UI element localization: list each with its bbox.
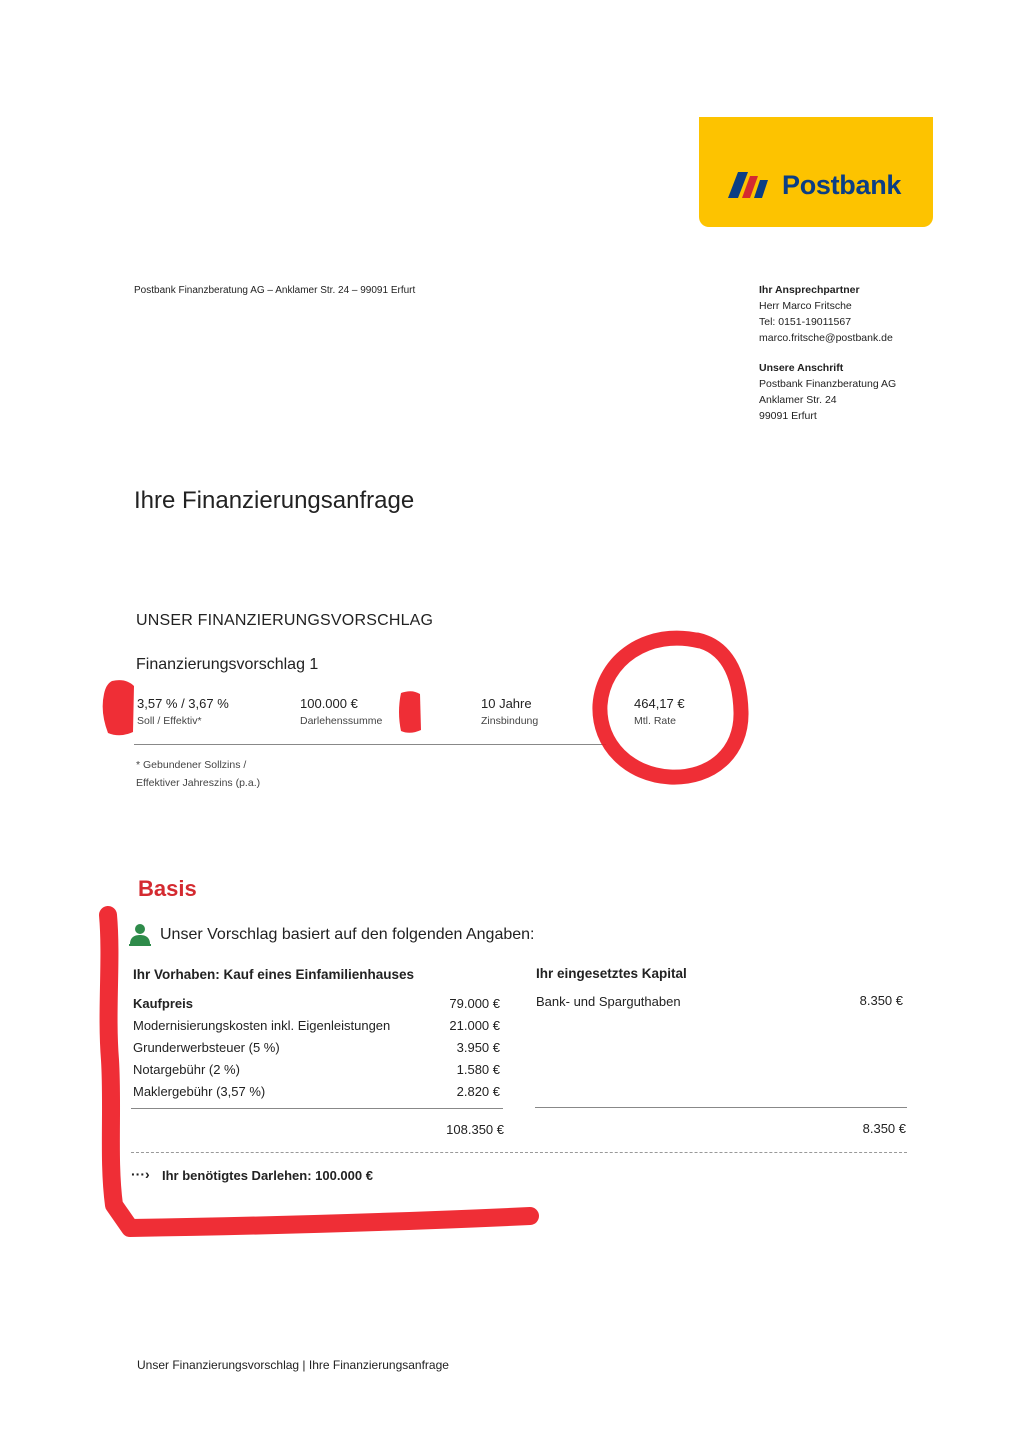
address-line-1: Postbank Finanzberatung AG: [759, 378, 897, 390]
fixed-period-label: Zinsbindung: [481, 715, 539, 727]
basis-heading: Basis: [138, 876, 197, 901]
project-item-value: 3.950 €: [456, 1040, 500, 1055]
monthly-rate-label: Mtl. Rate: [634, 715, 677, 727]
postbank-stripes-icon: [728, 172, 774, 198]
project-divider: [131, 1108, 503, 1109]
project-item-value: 1.580 €: [456, 1062, 500, 1077]
footnote-line-1: * Gebundener Sollzins /: [136, 759, 247, 771]
rate-footnote: [136, 756, 260, 792]
project-item-label: Kaufpreis: [133, 996, 193, 1011]
totals-dashed-divider: [131, 1152, 907, 1153]
page-title: Ihre Finanzierungsanfrage: [134, 487, 415, 514]
project-heading: Ihr Vorhaben: Kauf eines Einfamilienhauses: [133, 967, 415, 982]
loan-amount-value: 100.000 €: [300, 696, 358, 711]
needed-loan: Ihr benötigtes Darlehen: 100.000 €: [162, 1168, 373, 1183]
project-item-value: 21.000 €: [449, 1018, 500, 1033]
fixed-period-item: [481, 696, 538, 727]
fixed-period-value: 10 Jahre: [481, 696, 532, 711]
address-line-3: 99091 Erfurt: [759, 410, 817, 422]
basis-intro: Unser Vorschlag basiert auf den folgenden Angaben:: [160, 926, 535, 943]
marker-blot-middle: [399, 691, 421, 733]
capital-total: 8.350 €: [862, 1121, 906, 1136]
rate-value: 3,57 % / 3,67 %: [137, 696, 229, 711]
marker-blot-left: [103, 680, 134, 735]
footnote-line-2: Effektiver Jahreszins (p.a.): [136, 777, 261, 789]
address-line-2: Anklamer Str. 24: [759, 394, 837, 406]
project-item-label: Maklergebühr (3,57 %): [133, 1084, 266, 1099]
sender-line: Postbank Finanzberatung AG – Anklamer Str. 24 – 99091 Erfurt: [134, 285, 416, 296]
person-icon: [129, 922, 151, 946]
contact-heading: Ihr Ansprechpartner: [759, 284, 860, 296]
address-heading: Unsere Anschrift: [759, 362, 844, 374]
monthly-rate-item: [634, 696, 685, 727]
contact-name: Herr Marco Fritsche: [759, 300, 852, 312]
rate-label: Soll / Effektiv*: [137, 715, 202, 727]
proposal-section-title: UNSER FINANZIERUNGSVORSCHLAG: [136, 612, 434, 629]
monthly-rate-value: 464,17 €: [634, 696, 685, 711]
project-item-label: Notargebühr (2 %): [133, 1062, 240, 1077]
capital-divider: [535, 1107, 907, 1108]
proposal-divider: [134, 744, 606, 745]
project-item-label: Modernisierungskosten inkl. Eigenleistungen: [133, 1018, 391, 1033]
project-item-value: 2.820 €: [456, 1084, 500, 1099]
capital-heading: Ihr eingesetztes Kapital: [536, 966, 687, 981]
loan-amount-label: Darlehenssumme: [300, 715, 383, 727]
rate-item: [137, 696, 229, 727]
loan-amount-item: [300, 696, 382, 727]
postbank-logo-text: Postbank: [782, 170, 902, 200]
contact-phone: Tel: 0151-19011567: [759, 316, 852, 328]
project-item-label: Grunderwerbsteuer (5 %): [133, 1040, 280, 1055]
page-footer: Unser Finanzierungsvorschlag | Ihre Finanzierungsanfrage: [137, 1358, 449, 1372]
contact-email[interactable]: marco.fritsche@postbank.de: [759, 332, 893, 344]
capital-item-value: 8.350 €: [859, 993, 903, 1008]
project-item-value: 79.000 €: [449, 996, 500, 1011]
capital-item-label: Bank- und Sparguthaben: [536, 994, 681, 1009]
contact-block: [759, 282, 896, 424]
proposal-subtitle: Finanzierungsvorschlag 1: [136, 656, 319, 673]
dotted-arrow-icon: ···›: [131, 1166, 150, 1182]
project-total: 108.350 €: [446, 1122, 504, 1137]
